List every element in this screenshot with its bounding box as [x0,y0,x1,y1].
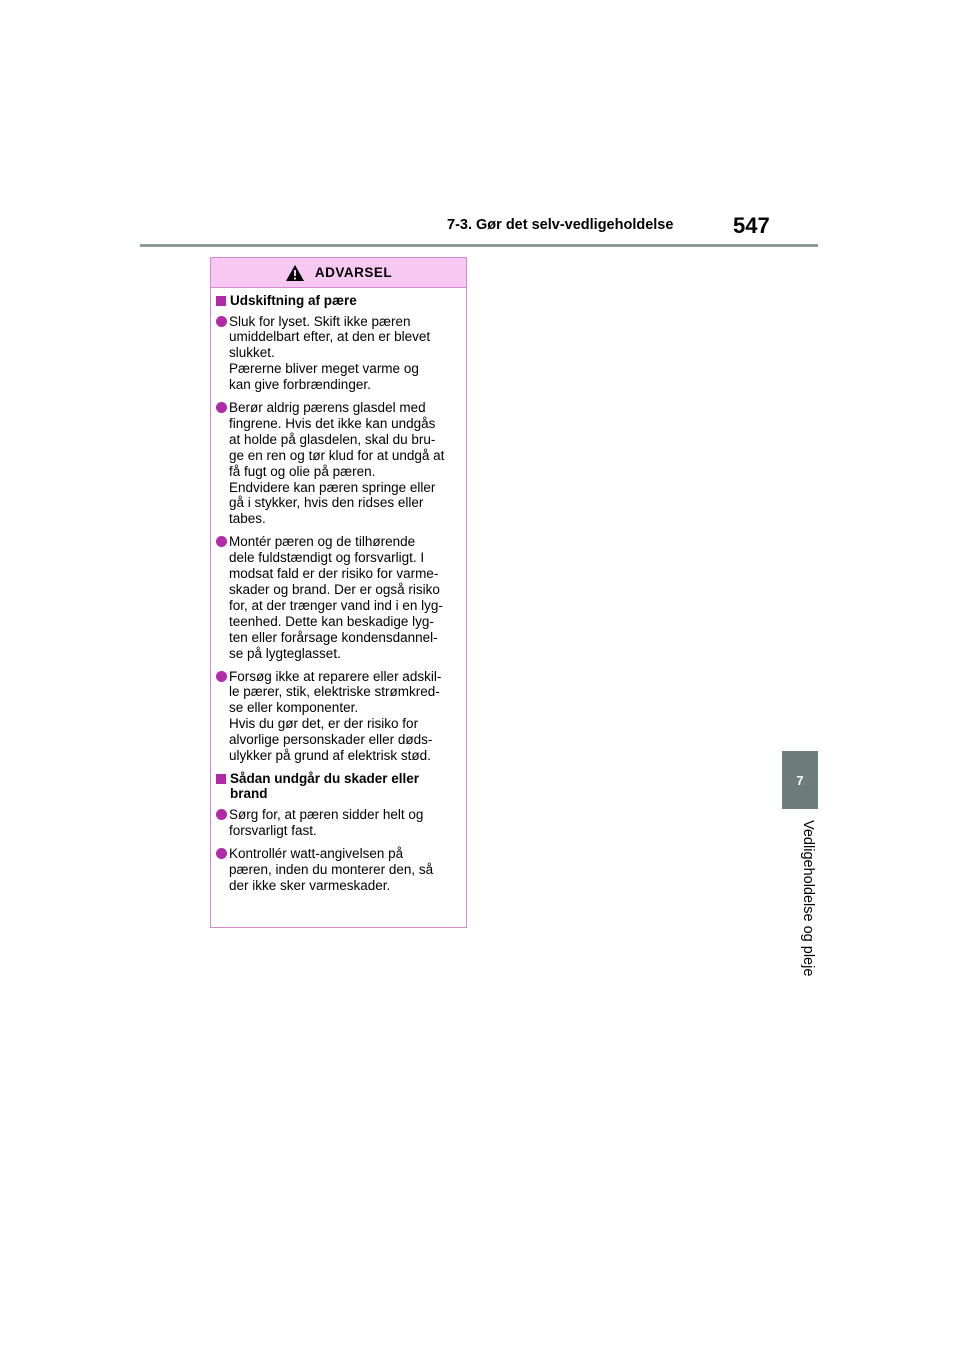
chapter-title: Vedligeholdelse og pleje [800,820,816,977]
chapter-tab [782,751,818,809]
bullet-item [216,807,460,839]
bullet-text: Forsøg ikke at reparere eller adskil- le pærer, stik, elektriske strømkred- se eller komponenter. Hvis du gør det, er der risiko for alvorlige personskader eller døds- ulykker på grund af elektrisk stød. [229,668,442,764]
section-heading-text: Sådan undgår du skader eller brand [230,770,420,802]
page-number: 547 [733,213,770,238]
square-bullet-icon [216,774,226,784]
section-heading [216,771,460,802]
bullet-item [216,669,460,764]
bullet-text: Berør aldrig pærens glasdel med fingrene. Hvis det ikke kan undgås at holde på glasdelen, skal du bru- ge en ren og tør klud for at undgå at få fugt og olie på pæren. Endvidere kan pæren springe eller gå i stykker, hvis den ridses eller tabes. [229,400,445,527]
bullet-item [216,314,460,394]
circle-bullet-icon [216,809,227,820]
circle-bullet-icon [216,536,227,547]
bullet-text: Montér pæren og de tilhørende dele fuldstændigt og forsvarligt. I modsat fald er der risiko for varme- skader og brand. Der er også risiko for, at der trænger vand ind i en lyg- teenhed. Dette kan beskadige lyg- ten eller forårsage kondensdannel- se på lygteglasset. [229,534,443,661]
circle-bullet-icon [216,402,227,413]
bullet-item [216,400,460,527]
circle-bullet-icon [216,848,227,859]
warning-triangle-icon [285,264,305,282]
header-rule [140,244,818,247]
bullet-item [216,534,460,661]
section-heading-text: Udskiftning af pære [230,293,357,308]
section-title: 7-3. Gør det selv-vedligeholdelse [447,217,674,233]
bullet-text: Sørg for, at pæren sidder helt og forsvarligt fast. [229,806,424,838]
warning-box [210,257,467,928]
warning-body [211,288,466,894]
circle-bullet-icon [216,316,227,327]
square-bullet-icon [216,296,226,306]
bullet-item [216,846,460,894]
warning-header [211,258,466,288]
circle-bullet-icon [216,671,227,682]
warning-title: ADVARSEL [314,265,393,280]
chapter-number: 7 [796,772,804,788]
bullet-text: Sluk for lyset. Skift ikke pæren umiddelbart efter, at den er blevet slukket. Pærerne bliver meget varme og kan give forbrændinger. [229,313,431,393]
section-heading [216,293,460,309]
bullet-text: Kontrollér watt-angivelsen på pæren, inden du monterer den, så der ikke sker varmeskader. [229,845,434,893]
